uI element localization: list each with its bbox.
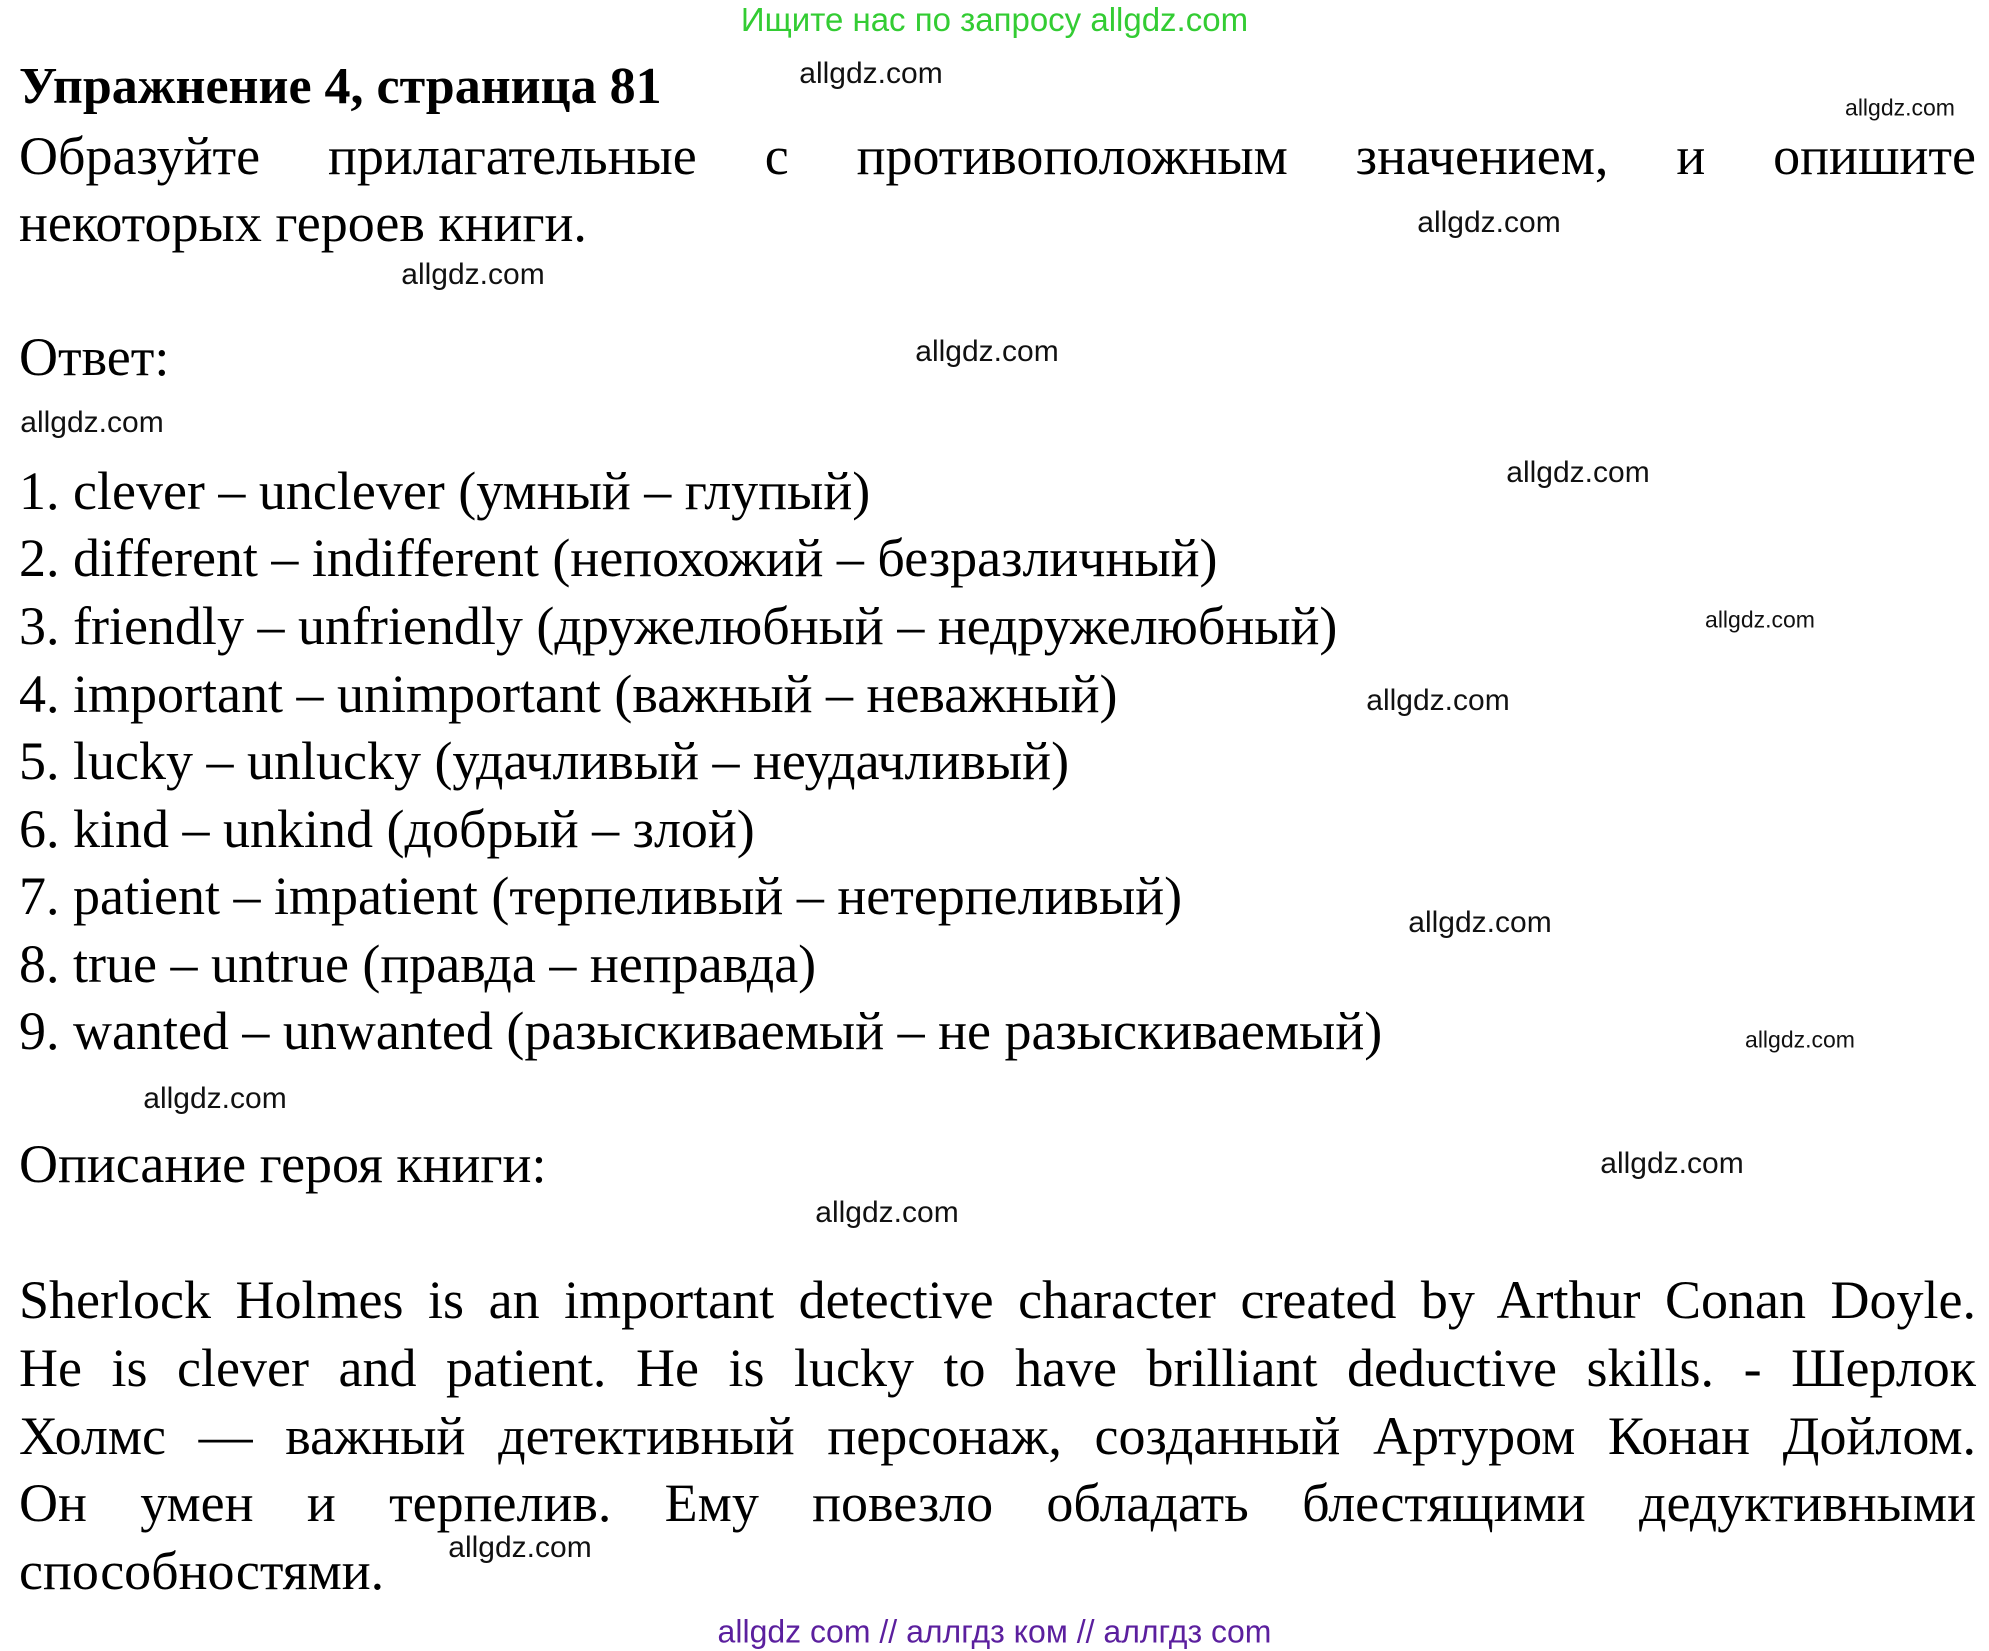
description-line: Холмс — важный детективный персонаж, созданный Артуром Конан Дойлом. (19, 1406, 1976, 1466)
task-line: Образуйте прилагательные с противоположным значением, и опишите (19, 126, 1976, 186)
watermark: allgdz.com (1417, 206, 1561, 239)
description-label: Описание героя книги: (19, 1134, 547, 1194)
description-line: Sherlock Holmes is an important detective character created by Arthur Conan Doyle. (19, 1270, 1976, 1330)
watermark: allgdz.com (1705, 606, 1815, 633)
watermark: allgdz.com (20, 406, 164, 439)
answer-item: 2. different – indifferent (непохожий – безразличный) (19, 528, 1218, 588)
watermark: allgdz.com (1506, 456, 1650, 489)
description-line: Он умен и терпелив. Ему повезло обладать блестящими дедуктивными (19, 1473, 1976, 1533)
search-banner: Ищите нас по запросу allgdz.com (740, 1, 1249, 38)
answer-item: 1. clever – unclever (умный – глупый) (19, 461, 871, 521)
page-title: Упражнение 4, страница 81 (19, 58, 662, 115)
watermark: allgdz.com (1745, 1026, 1855, 1053)
answer-label: Ответ: (19, 327, 170, 387)
watermark: allgdz.com (799, 57, 943, 90)
answer-item: 7. patient – impatient (терпеливый – нетерпеливый) (19, 866, 1183, 926)
watermark: allgdz.com (1366, 684, 1510, 717)
answer-item: 5. lucky – unlucky (удачливый – неудачливый) (19, 731, 1070, 791)
watermark: allgdz.com (1408, 906, 1552, 939)
answer-item: 8. true – untrue (правда – неправда) (19, 934, 817, 994)
task-line: некоторых героев книги. (19, 193, 587, 253)
watermark: allgdz.com (448, 1531, 592, 1564)
watermark: allgdz.com (401, 258, 545, 291)
answer-item: 9. wanted – unwanted (разыскиваемый – не разыскиваемый) (19, 1001, 1383, 1061)
watermark: allgdz.com (815, 1196, 959, 1229)
answer-item: 4. important – unimportant (важный – неважный) (19, 664, 1118, 724)
footer-links: allgdz com // аллгдз ком // аллгдз com (717, 1613, 1272, 1650)
watermark: allgdz.com (1600, 1147, 1744, 1180)
watermark: allgdz.com (1845, 94, 1955, 121)
description-line: способностями. (19, 1541, 385, 1601)
watermark: allgdz.com (143, 1082, 287, 1115)
description-line: He is clever and patient. He is lucky to have brilliant deductive skills. - Шерлок (19, 1338, 1976, 1398)
answer-item: 6. kind – unkind (добрый – злой) (19, 799, 755, 859)
answer-item: 3. friendly – unfriendly (дружелюбный – недружелюбный) (19, 596, 1338, 656)
watermark: allgdz.com (915, 335, 1059, 368)
